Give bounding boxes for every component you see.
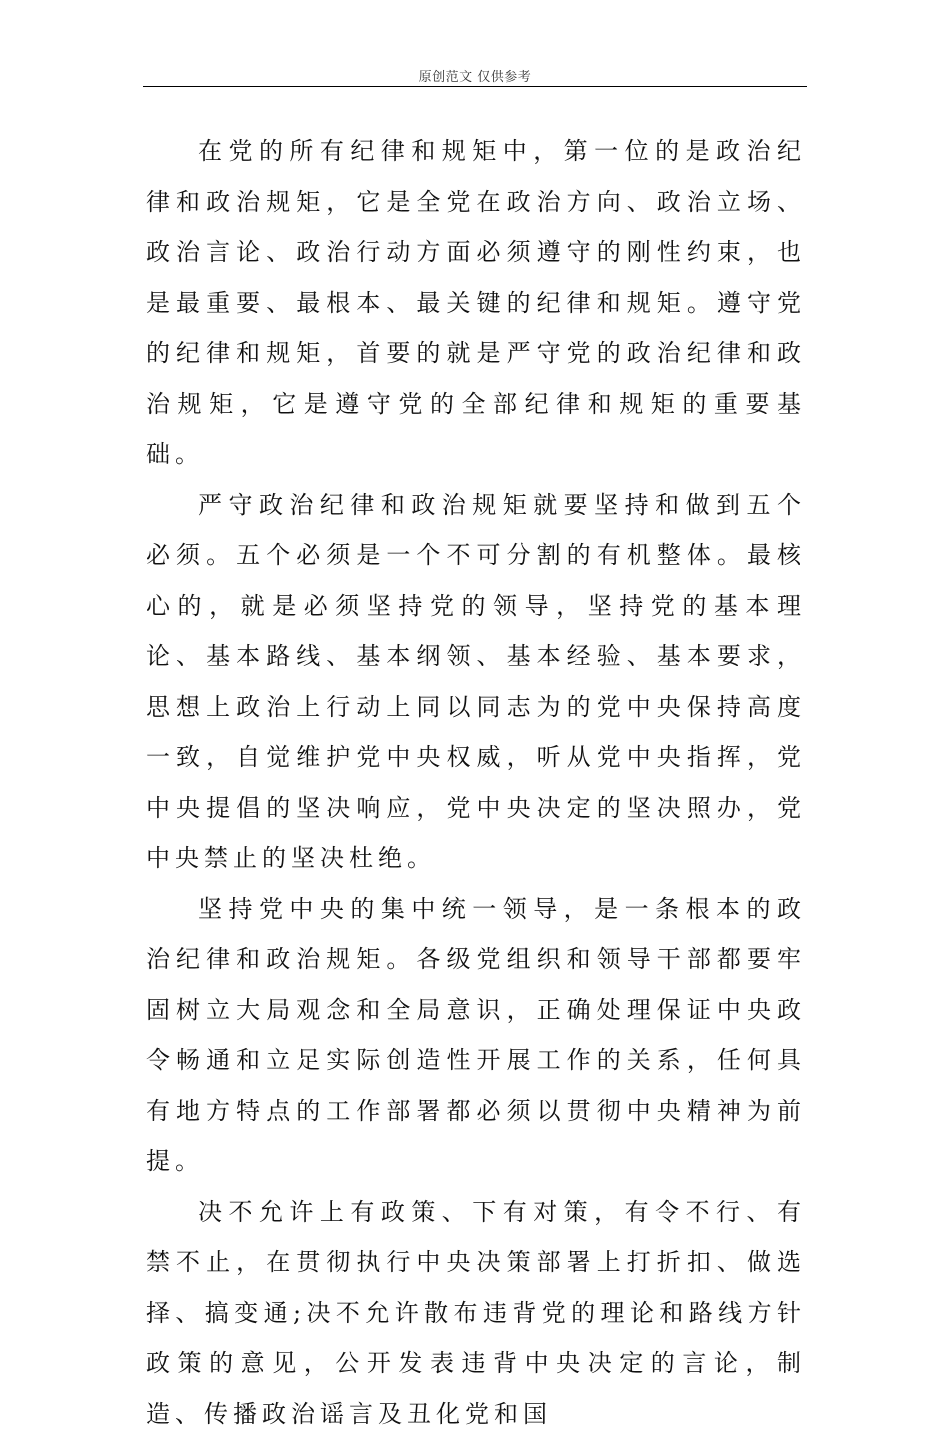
paragraph-2: 严守政治纪律和政治规矩就要坚持和做到五个必须。五个必须是一个不可分割的有机整体。最核心的，就是必须坚持党的领导，坚持党的基本理论、基本路线、基本纲领、基本经验、基本要求，思想上政治上行动上同以同志为的党中央保持高度一致，自觉维护党中央权威，听从党中央指挥，党中央提倡的坚决响应，党中央决定的坚决照办，党中央禁止的坚决杜绝。 <box>146 480 806 884</box>
paragraph-3: 坚持党中央的集中统一领导，是一条根本的政治纪律和政治规矩。各级党组织和领导干部都要牢固树立大局观念和全局意识，正确处理保证中央政令畅通和立足实际创造性开展工作的关系，任何具有地方特点的工作部署都必须以贯彻中央精神为前提。 <box>146 884 806 1187</box>
header-text: 原创范文 仅供参考 <box>143 66 807 85</box>
page-header <box>143 64 807 87</box>
paragraph-1: 在党的所有纪律和规矩中，第一位的是政治纪律和政治规矩，它是全党在政治方向、政治立场、政治言论、政治行动方面必须遵守的刚性约束，也是最重要、最根本、最关键的纪律和规矩。遵守党的纪律和规矩，首要的就是严守党的政治纪律和政治规矩，它是遵守党的全部纪律和规矩的重要基础。 <box>146 126 806 480</box>
document-body <box>146 126 806 1439</box>
paragraph-4: 决不允许上有政策、下有对策，有令不行、有禁不止，在贯彻执行中央决策部署上打折扣、做选择、搞变通;决不允许散布违背党的理论和路线方针政策的意见，公开发表违背中央决定的言论，制造、传播政治谣言及丑化党和国 <box>146 1187 806 1439</box>
